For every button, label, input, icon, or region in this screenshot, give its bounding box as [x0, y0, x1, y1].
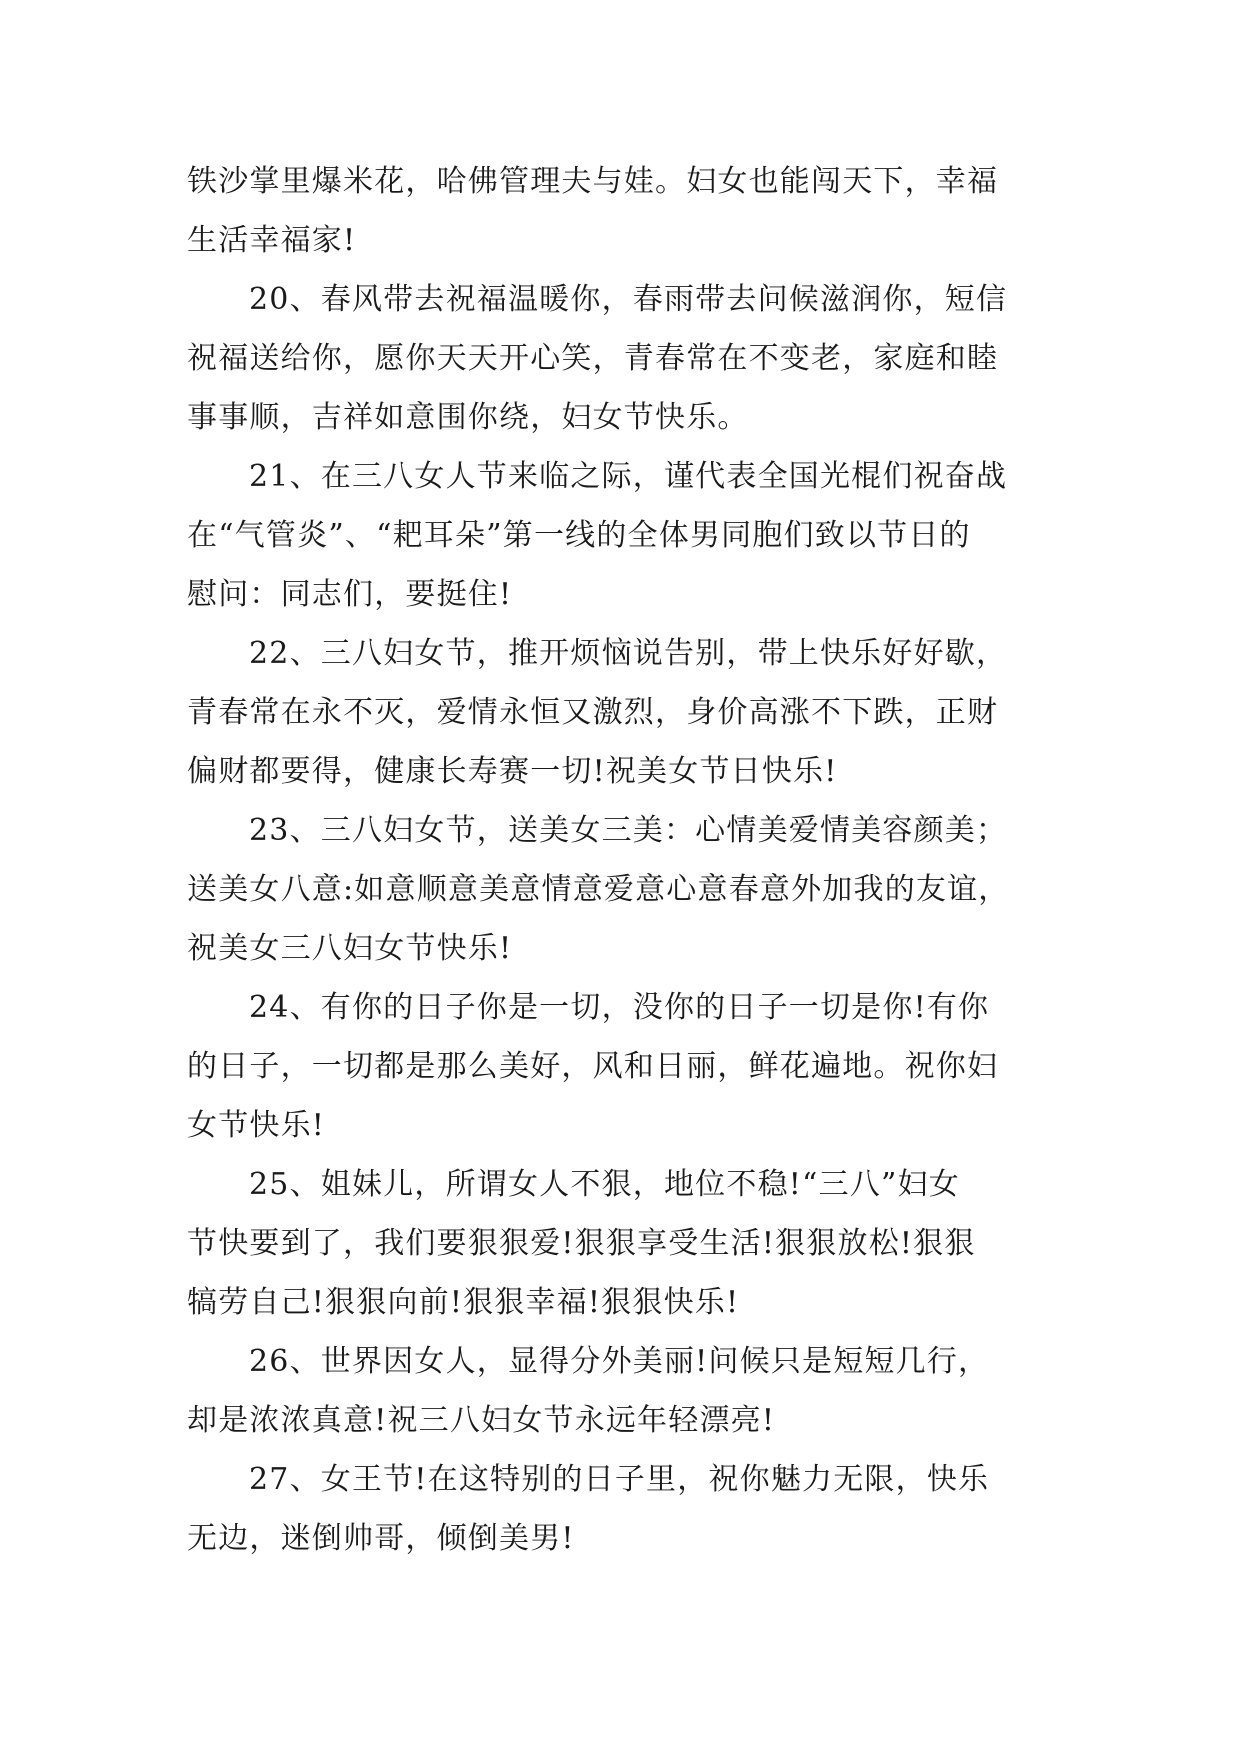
text-line: 24、有你的日子你是一切，没你的日子一切是你!有你	[249, 990, 990, 1025]
text-line: 偏财都要得，健康长寿赛一切!祝美女节日快乐!	[187, 754, 838, 789]
text-line: 祝美女三八妇女节快乐!	[187, 931, 513, 966]
text-line: 祝福送给你，愿你天天开心笑，青春常在不变老，家庭和睦	[187, 341, 999, 376]
text-line: 无边，迷倒帅哥，倾倒美男!	[187, 1521, 575, 1556]
text-line: 送美女八意:如意顺意美意情意爱意心意春意外加我的友谊，	[187, 872, 1010, 907]
text-line: 青春常在永不灭，爱情永恒又激烈，身价高涨不下跌，正财	[187, 695, 999, 730]
text-line: 23、三八妇女节，送美女三美：心情美爱情美容颜美；	[249, 813, 1008, 848]
text-line: 25、姐妹儿，所谓女人不狠，地位不稳!“三八”妇女	[249, 1167, 960, 1202]
text-line: 在“气管炎”、“耙耳朵”第一线的全体男同胞们致以节日的	[187, 518, 971, 553]
text-line: 26、世界因女人，显得分外美丽!问候只是短短几行，	[249, 1344, 990, 1379]
text-line: 22、三八妇女节，推开烦恼说告别，带上快乐好好歇，	[249, 636, 1008, 671]
text-line: 21、在三八女人节来临之际，谨代表全国光棍们祝奋战	[249, 459, 1008, 494]
text-line: 20、春风带去祝福温暖你，春雨带去问候滋润你，短信	[249, 282, 1008, 317]
text-line: 犒劳自己!狠狠向前!狠狠幸福!狠狠快乐!	[187, 1285, 740, 1320]
text-line: 生活幸福家!	[187, 223, 357, 258]
text-line: 铁沙掌里爆米花，哈佛管理夫与娃。妇女也能闯天下，幸福	[187, 164, 999, 199]
document-body	[187, 152, 1067, 1568]
text-line: 的日子，一切都是那么美好，风和日丽，鲜花遍地。祝你妇	[187, 1049, 999, 1084]
text-line: 女节快乐!	[187, 1108, 326, 1143]
text-line: 27、女王节!在这特别的日子里，祝你魅力无限，快乐	[249, 1462, 990, 1497]
text-line: 事事顺，吉祥如意围你绕，妇女节快乐。	[187, 400, 749, 435]
text-line: 却是浓浓真意!祝三八妇女节永远年轻漂亮!	[187, 1403, 776, 1438]
text-line: 慰问：同志们，要挺住!	[187, 577, 513, 612]
text-line: 节快要到了，我们要狠狠爱!狠狠享受生活!狠狠放松!狠狠	[187, 1226, 976, 1261]
